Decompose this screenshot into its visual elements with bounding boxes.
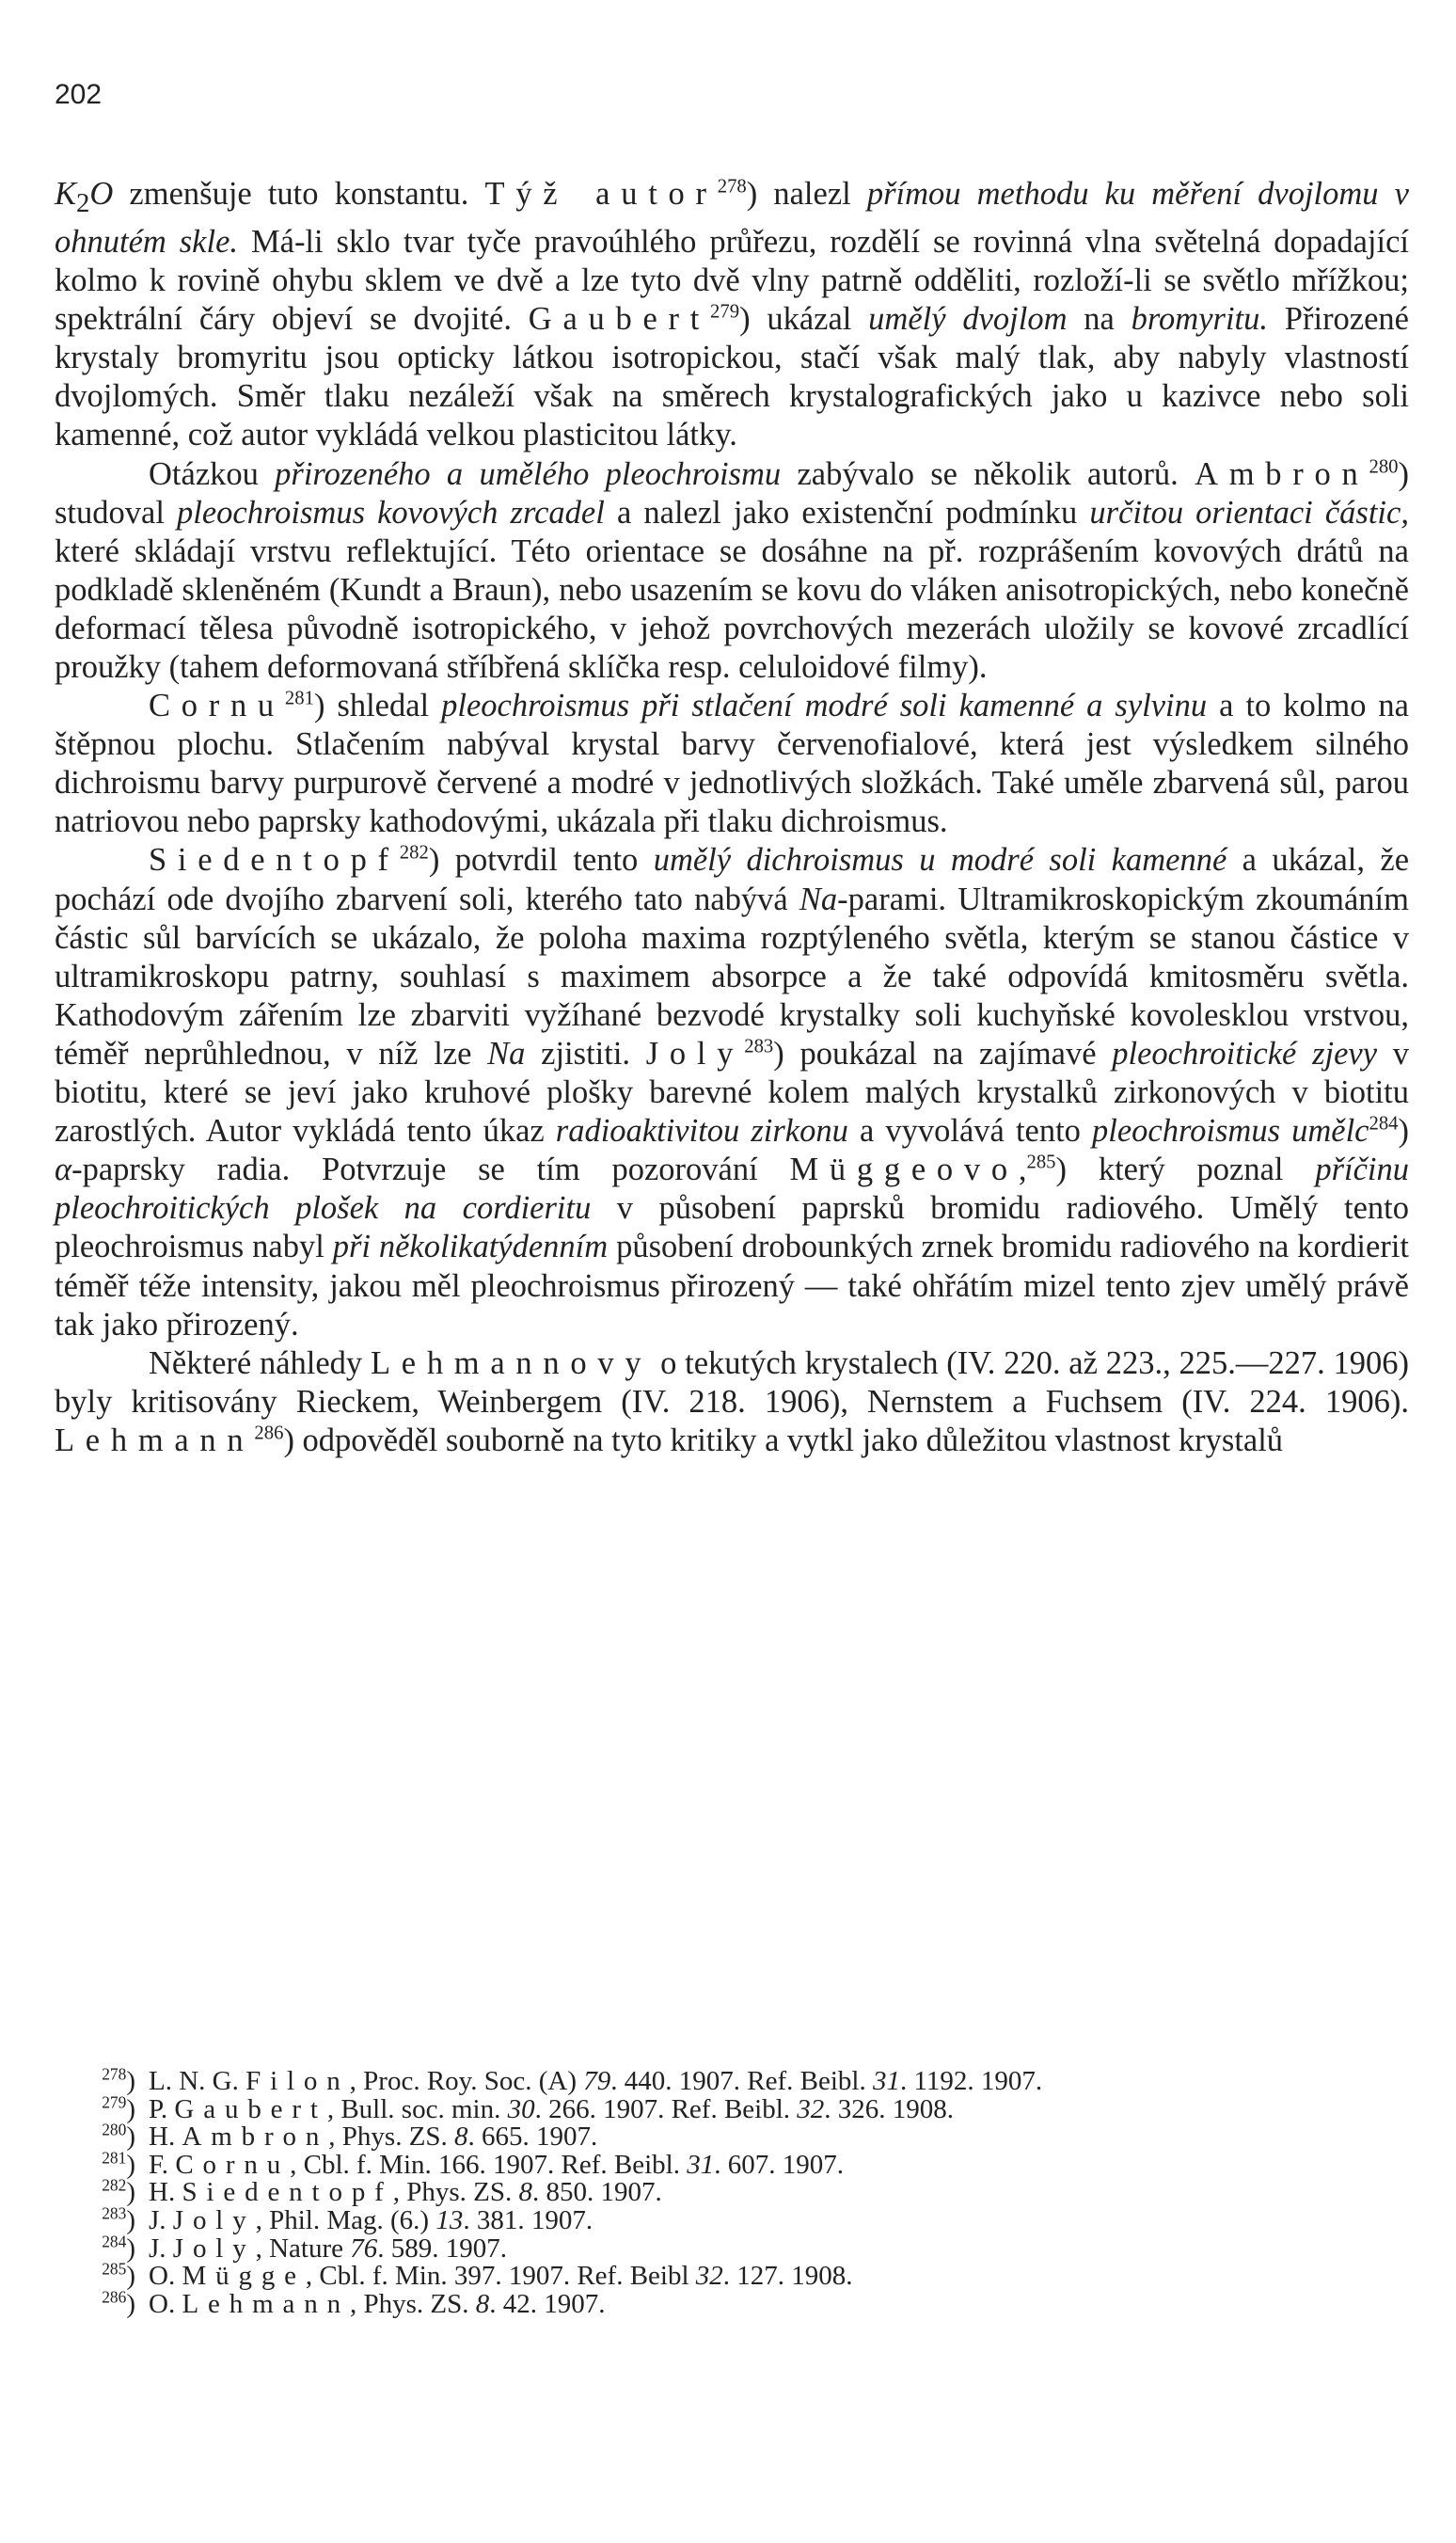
- text-run: ): [1398, 1113, 1409, 1150]
- text-run: , Phys. ZS.: [350, 2288, 476, 2319]
- italic-text: 76: [350, 2233, 378, 2264]
- footnote-marker: 279: [102, 2092, 127, 2112]
- footnote: [55, 2120, 1409, 2153]
- italic-text: umělý dichroismus u modré soli kamenné: [653, 842, 1227, 879]
- italic-text: pleochroismus při stlačení modré soli kamenné a sylvinu: [441, 688, 1208, 724]
- main-text: [55, 175, 1409, 1460]
- footnote: [55, 2092, 1409, 2124]
- footnote: [55, 2175, 1409, 2208]
- italic-text: Na: [487, 1035, 526, 1072]
- italic-text: umělý dvojlom: [868, 301, 1068, 338]
- footnote-ref: 280: [1369, 456, 1399, 478]
- paragraph: [55, 687, 1409, 841]
- author-name: Gaubert: [174, 2093, 327, 2124]
- author-name: Filon: [245, 2066, 350, 2096]
- text-run: ) ukázal: [739, 301, 869, 338]
- text-run: O.: [149, 2288, 182, 2319]
- paragraph: [55, 455, 1409, 688]
- footnote-marker: 278: [102, 2064, 127, 2084]
- text-run: na: [1067, 301, 1132, 338]
- italic-text: 79: [583, 2066, 611, 2096]
- text-run: , Proc. Roy. Soc. (A): [349, 2066, 584, 2096]
- footnote: [55, 2203, 1409, 2235]
- italic-text: 32: [695, 2261, 723, 2292]
- text-run: zabývalo se několik autorů.: [781, 455, 1195, 492]
- author-name: Ambron: [182, 2122, 329, 2153]
- text-run: ) který poznal: [1055, 1152, 1316, 1188]
- footnote-marker: 281: [102, 2148, 127, 2168]
- italic-text: přirozeného a umělého pleochroismu: [275, 455, 782, 492]
- italic-text: radioaktivitou zirkonu: [555, 1113, 848, 1150]
- paragraph: [55, 841, 1409, 1343]
- text-run: F.: [149, 2149, 176, 2180]
- footnote-number: $^{286}$): [102, 2287, 135, 2319]
- italic-text: 8: [454, 2122, 468, 2153]
- text-run: Otázkou: [149, 455, 276, 492]
- author-name: Lehmannovy: [370, 1344, 653, 1381]
- footnote-marker: 285: [102, 2259, 127, 2279]
- text-run: . 381. 1907.: [463, 2204, 593, 2235]
- text-run: v působení paprsků bromidu radiového. Umělý tento pleochroismus nabyl: [55, 1190, 1409, 1265]
- italic-text: 8: [518, 2177, 532, 2208]
- text-run: ) shledal: [313, 688, 442, 724]
- subscript: 2: [76, 187, 90, 218]
- text-run: a nalezl jako existenční podmínku: [604, 494, 1090, 531]
- footnotes: [55, 2064, 1409, 2319]
- footnote-marker: 284: [102, 2232, 127, 2251]
- author-name: Lehmann: [182, 2288, 350, 2319]
- text-run: . 127. 1908.: [722, 2261, 853, 2292]
- italic-text: přímou methodu ku měření dvojlomu v ohnutém skle.: [55, 176, 1409, 260]
- text-run: působení drobounkých zrnek bromidu radiového na kordierit téměř téže intensity, jakou měl pleochroismus přirozený — také ohřátím mizel tento zjev umělý právě tak jako přirozený.: [55, 1229, 1409, 1343]
- text-run: J.: [149, 2204, 173, 2235]
- text-run: , Phys. ZS.: [328, 2122, 455, 2153]
- text-run: a to kolmo na štěpnou plochu. Stlačením nabýval krystal barvy červenofialové, která jest výsledkem silného dichroismu barvy purpurově červené a modré v jednotlivých složkách. Také uměle zbarvená sůl, parou natriovou nebo paprsky kathodovými, ukázala při tlaku dichroismus.: [55, 688, 1409, 840]
- footnote-marker: 280: [102, 2120, 127, 2139]
- text-run: zmenšuje tuto konstantu.: [113, 176, 485, 212]
- footnote-number: $^{283}$): [102, 2203, 135, 2235]
- footnote: [55, 2259, 1409, 2292]
- text-run: které skládají vrstvu reflektující. Této orientace se dosáhne na př. rozprášením kovových drátů na podkladě skleněném (Kundt a Braun), nebo usazením se kovu do vláken anisotropických, nebo konečně deformací tělesa původně isotropického, v jehož povrchových mezerách uložily se kovové zrcadlící proužky (tahem deformovaná stříbřená sklíčka resp. celuloidové filmy).: [55, 532, 1409, 686]
- text-run: . 607. 1907.: [714, 2149, 844, 2180]
- italic-text: α: [55, 1152, 72, 1188]
- text-run: . 589. 1907.: [377, 2233, 507, 2264]
- italic-text: příčinu pleochroitických plošek na cordieritu: [55, 1152, 1409, 1227]
- text-run: ,: [1018, 1152, 1027, 1188]
- footnote-number: $^{284}$): [102, 2232, 135, 2264]
- text-run: ) potvrdil tento: [428, 842, 654, 879]
- footnote-ref: 279: [710, 301, 740, 323]
- text-run: ) nalezl: [746, 176, 867, 212]
- page-number: 202: [55, 79, 103, 110]
- author-name: Siedentopf: [149, 842, 400, 879]
- author-name: Müggeovo: [789, 1152, 1019, 1188]
- italic-text: 30: [507, 2093, 535, 2124]
- text-run: J.: [149, 2233, 173, 2264]
- footnote-ref: 284: [1369, 1113, 1399, 1135]
- footnote-number: $^{280}$): [102, 2120, 135, 2153]
- italic-text: 13: [435, 2204, 464, 2235]
- footnote: [55, 2064, 1409, 2096]
- footnote: [55, 2148, 1409, 2180]
- italic-text: O: [89, 176, 114, 212]
- footnote-number: $^{278}$): [102, 2064, 135, 2096]
- italic-text: při několikatýdenním: [332, 1229, 609, 1265]
- italic-text: Na: [799, 881, 838, 917]
- text-run: zjistiti.: [525, 1035, 646, 1072]
- footnote-number: $^{285}$): [102, 2259, 135, 2292]
- italic-text: 31: [872, 2066, 900, 2096]
- paragraph: [55, 1344, 1409, 1460]
- text-run: ) studoval: [55, 455, 1409, 531]
- text-run: , Cbl. f. Min. 397. 1907. Ref. Beibl: [305, 2261, 696, 2292]
- text-run: a ukázal, že pochází ode dvojího zbarvení soli, kterého tato nabývá: [55, 842, 1410, 917]
- text-run: Některé náhledy: [149, 1344, 371, 1381]
- text-run: , Nature: [255, 2233, 351, 2264]
- italic-text: pleochroismus kovových zrcadel: [177, 494, 605, 531]
- footnote-ref: 281: [284, 688, 314, 709]
- text-run: . 665. 1907.: [467, 2122, 598, 2153]
- footnote: [55, 2287, 1409, 2319]
- footnote-ref: 285: [1026, 1152, 1056, 1173]
- author-name: Mügge: [182, 2261, 306, 2292]
- text-run: O.: [149, 2261, 182, 2292]
- text-run: Má-li sklo tvar tyče pravoúhlého průřezu, rozdělí se rovinná vlna světelná dopadající kolmo k rovině ohybu sklem ve dvě a lze tyto dvě vlny patrně odděliti, rozloží-li se světlo mřížkou; spektrální čáry objeví se dvojité.: [55, 223, 1409, 338]
- italic-text: pleochroismus umělc: [1092, 1113, 1369, 1150]
- author-name: Týž autor: [484, 176, 718, 212]
- italic-text: bromyritu.: [1131, 301, 1269, 338]
- footnote-ref: 282: [399, 843, 429, 865]
- author-name: Joly: [645, 1035, 745, 1072]
- text-run: , Phys. ZS.: [392, 2177, 519, 2208]
- footnote-ref: 286: [254, 1422, 284, 1444]
- text-run: . 326. 1908.: [824, 2093, 955, 2124]
- author-name: Joly: [172, 2233, 256, 2264]
- footnote-ref: 283: [744, 1036, 774, 1057]
- author-name: Gaubert: [528, 301, 711, 338]
- text-run: , Phil. Mag. (6.): [255, 2204, 436, 2235]
- footnote-number: $^{281}$): [102, 2148, 135, 2180]
- text-run: -parami. Ultramikroskopickým zkoumáním částic sůl barvících se ukázalo, že poloha maxima rozptýleného světla, kterým se stanou částice v ultramikroskopu patrny, souhlasí s maximem absorpce a že také odpovídá kmitosměru světla. Kathodovým zářením lze zbarviti vyžíhané bezvodé krystalky soli kuchyňské kovolesklou vrstvou, téměř neprůhlednou, v níž lze: [55, 881, 1409, 1072]
- italic-text: určitou orientaci částic,: [1089, 494, 1409, 531]
- text-run: L. N. G.: [149, 2066, 246, 2096]
- text-run: H.: [149, 2177, 182, 2208]
- author-name: Ambron: [1195, 455, 1369, 492]
- italic-text: pleochroitické zjevy: [1112, 1035, 1378, 1072]
- author-name: Lehmann: [55, 1422, 255, 1458]
- footnote-number: $^{279}$): [102, 2092, 135, 2124]
- footnote-ref: 278: [717, 176, 747, 198]
- text-run: , Bull. soc. min.: [326, 2093, 508, 2124]
- text-run: o tekutých krystalech (IV. 220. až 223., 225.—227. 1906) byly kritisovány Rieckem, Weinbergem (IV. 218. 1906), Nernstem a Fuchsem (IV. 224. 1906).: [55, 1344, 1409, 1420]
- text-run: ) poukázal na zajímavé: [773, 1035, 1113, 1072]
- text-run: H.: [149, 2122, 182, 2153]
- text-run: -paprsky radia. Potvrzuje se tím pozorování: [71, 1152, 790, 1188]
- text-run: P.: [149, 2093, 175, 2124]
- italic-text: 32: [797, 2093, 825, 2124]
- footnote-marker: 282: [102, 2175, 127, 2195]
- italic-text: 8: [475, 2288, 490, 2319]
- text-run: . 440. 1907. Ref. Beibl.: [610, 2066, 873, 2096]
- author-name: Joly: [172, 2204, 256, 2235]
- footnote-marker: 283: [102, 2203, 127, 2223]
- text-run: . 42. 1907.: [489, 2288, 606, 2319]
- footnote: [55, 2232, 1409, 2264]
- paragraph: [55, 175, 1409, 455]
- italic-text: 31: [687, 2149, 715, 2180]
- text-run: Přirozené krystaly bromyritu jsou opticky látkou isotropickou, stačí však malý tlak, aby nabyly vlastností dvojlomých. Směr tlaku nezáleží však na směrech krystalografických jako u kazivce nebo soli kamenné, což autor vykládá velkou plasticitou látky.: [55, 301, 1409, 453]
- author-name: Cornu: [175, 2149, 291, 2180]
- italic-text: K: [55, 176, 77, 212]
- text-run: v biotitu, které se jeví jako kruhové plošky barevné kolem malých krystalků zirkonových v biotitu zarostlých. Autor vykládá tento úkaz: [55, 1035, 1410, 1150]
- author-name: Cornu: [149, 688, 285, 724]
- text-run: . 1192. 1907.: [899, 2066, 1043, 2096]
- text-run: , Cbl. f. Min. 166. 1907. Ref. Beibl.: [290, 2149, 688, 2180]
- text-run: . 266. 1907. Ref. Beibl.: [534, 2093, 798, 2124]
- text-run: ) odpověděl souborně na tyto kritiky a vytkl jako důležitou vlastnost krystalů: [283, 1422, 1284, 1458]
- text-run: . 850. 1907.: [531, 2177, 662, 2208]
- footnote-number: $^{282}$): [102, 2175, 135, 2208]
- author-name: Siedentopf: [182, 2177, 393, 2208]
- text-run: a vyvolává tento: [847, 1113, 1093, 1150]
- footnote-marker: 286: [102, 2287, 127, 2307]
